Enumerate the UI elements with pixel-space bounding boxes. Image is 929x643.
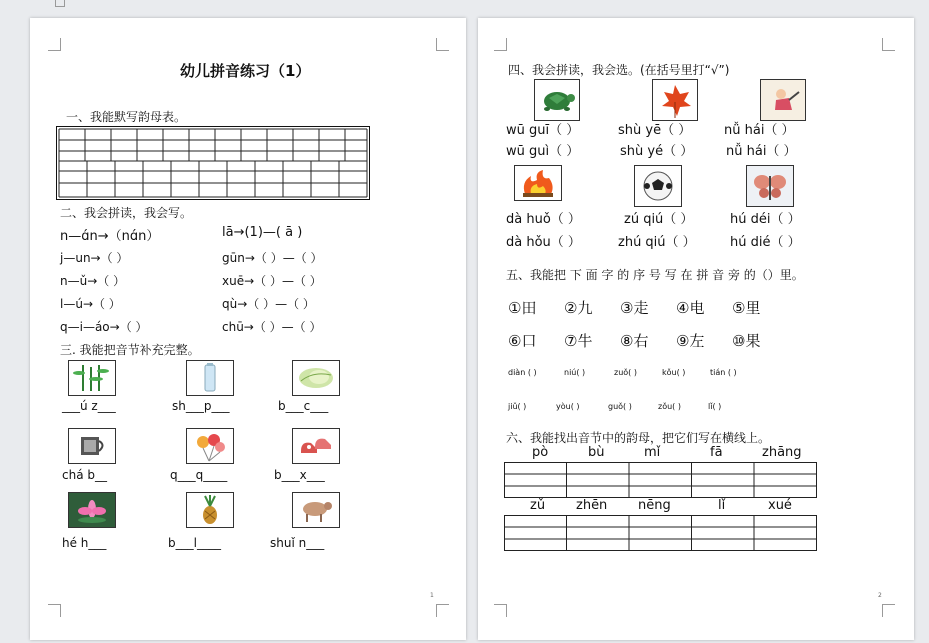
small-1-3: zuǒ( ) [614, 368, 637, 377]
choose-4-3: hú dié（ ） [730, 235, 801, 250]
final-header-2-2: zhēn [576, 498, 608, 513]
final-header-2-3: nēng [638, 498, 671, 513]
page-title: 幼儿拼音练习（1） [180, 62, 311, 80]
page-1 [30, 18, 466, 640]
pinyin-right-3: xuē→（ ）—（ ） [222, 274, 322, 288]
fill-1-1: ___ú z___ [62, 399, 116, 413]
football-image [634, 165, 682, 207]
final-header-1-4: fā [710, 445, 723, 460]
cow-image [292, 492, 340, 528]
fill-3-2: b___l____ [168, 536, 221, 550]
choose-3-1: dà huǒ（ ） [506, 212, 581, 227]
fill-2-2: q___q____ [170, 468, 228, 482]
choose-2-3: nǚ hái（ ） [726, 144, 797, 159]
char-10: ⑩果 [732, 332, 761, 350]
section-1-heading: 一、我能默写韵母表。 [66, 110, 187, 124]
char-1: ①田 [508, 299, 537, 317]
final-table-1 [504, 462, 817, 498]
section-4-heading: 四、我会拼读，我会选。(在括号里打“√”) [508, 63, 730, 77]
fill-3-1: hé h___ [62, 536, 107, 550]
teacup-image [68, 428, 116, 464]
pinyin-left-3: n—ǔ→（ ） [60, 274, 126, 288]
small-1-4: kǒu( ) [662, 368, 686, 377]
pineapple-image [186, 492, 234, 528]
balloons-image [186, 428, 234, 464]
choose-1-1: wū guī（ ） [506, 123, 580, 138]
fill-2-1: chá b__ [62, 468, 107, 482]
vowel-table [56, 126, 370, 200]
shoes-image [292, 428, 340, 464]
final-header-1-2: bù [588, 445, 605, 460]
small-2-2: yòu( ) [556, 402, 580, 411]
choose-1-2: shù yē（ ） [618, 123, 692, 138]
final-header-2-4: lǐ [718, 498, 726, 513]
section-5-heading: 五、我能把 下 面 字 的 序 号 写 在 拼 音 旁 的（）里。 [506, 268, 804, 282]
fire-image [514, 165, 562, 201]
char-7: ⑦牛 [564, 332, 593, 350]
final-header-1-3: mǐ [644, 445, 661, 460]
fill-3-3: shuǐ n___ [270, 536, 325, 550]
turtle-image [534, 79, 580, 121]
char-9: ⑨左 [676, 332, 705, 350]
small-2-3: guǒ( ) [608, 402, 632, 411]
final-header-1-5: zhāng [762, 445, 802, 460]
choose-2-1: wū guì（ ） [506, 144, 580, 159]
final-table-2 [504, 515, 817, 551]
pinyin-right-4: qù→（ ）—（ ） [222, 297, 315, 311]
char-8: ⑧右 [620, 332, 649, 350]
final-header-1-1: pò [532, 445, 549, 460]
choose-3-2: zú qiú（ ） [624, 212, 694, 227]
page-number: 2 [878, 592, 882, 599]
page-number: 1 [430, 592, 434, 599]
small-1-5: tián ( ) [710, 368, 737, 377]
section-6-heading: 六、我能找出音节中的韵母，把它们写在横线上。 [506, 431, 771, 445]
leaf-image [652, 79, 698, 121]
pinyin-right-2: gūn→（ ）—（ ） [222, 251, 323, 265]
bamboo-image [68, 360, 116, 396]
choose-4-2: zhú qiú（ ） [618, 235, 696, 250]
char-3: ③走 [620, 299, 649, 317]
fill-2-3: b___x___ [274, 468, 325, 482]
small-1-1: diàn ( ) [508, 368, 537, 377]
choose-3-3: hú déi（ ） [730, 212, 801, 227]
final-header-2-5: xué [768, 498, 792, 513]
pinyin-left-2: j—un→（ ） [60, 251, 129, 265]
window-control-icon[interactable] [55, 0, 65, 7]
small-2-1: jiǔ( ) [508, 402, 527, 411]
choose-4-1: dà hǒu（ ） [506, 235, 581, 250]
pinyin-right-5: chū→（ ）—（ ） [222, 320, 322, 334]
page-2 [478, 18, 914, 640]
lotus-image [68, 492, 116, 528]
choose-2-2: shù yé（ ） [620, 144, 694, 159]
butterfly-image [746, 165, 794, 207]
small-1-2: niú( ) [564, 368, 586, 377]
pinyin-right-1: lā→(1)—( ā ) [222, 225, 303, 240]
fill-1-3: b___c___ [278, 399, 329, 413]
pinyin-left-4: l—ú→（ ） [60, 297, 121, 311]
fill-1-2: sh___p___ [172, 399, 230, 413]
char-6: ⑥口 [508, 332, 537, 350]
section-3-heading: 三. 我能把音节补充完整。 [60, 343, 200, 357]
girl-image [760, 79, 806, 121]
cabbage-image [292, 360, 340, 396]
choose-1-3: nǚ hái（ ） [724, 123, 795, 138]
pinyin-left-1: n—ɑ́n→（nɑ́n） [60, 229, 160, 244]
section-2-heading: 二、我会拼读，我会写。 [60, 206, 193, 220]
char-5: ⑤里 [732, 299, 761, 317]
bottle-image [186, 360, 234, 396]
pinyin-left-5: q—i—áo→（ ） [60, 320, 148, 334]
small-2-4: zǒu( ) [658, 402, 681, 411]
char-2: ②九 [564, 299, 593, 317]
char-4: ④电 [676, 299, 705, 317]
small-2-5: lǐ( ) [708, 402, 722, 411]
final-header-2-1: zǔ [530, 498, 546, 513]
